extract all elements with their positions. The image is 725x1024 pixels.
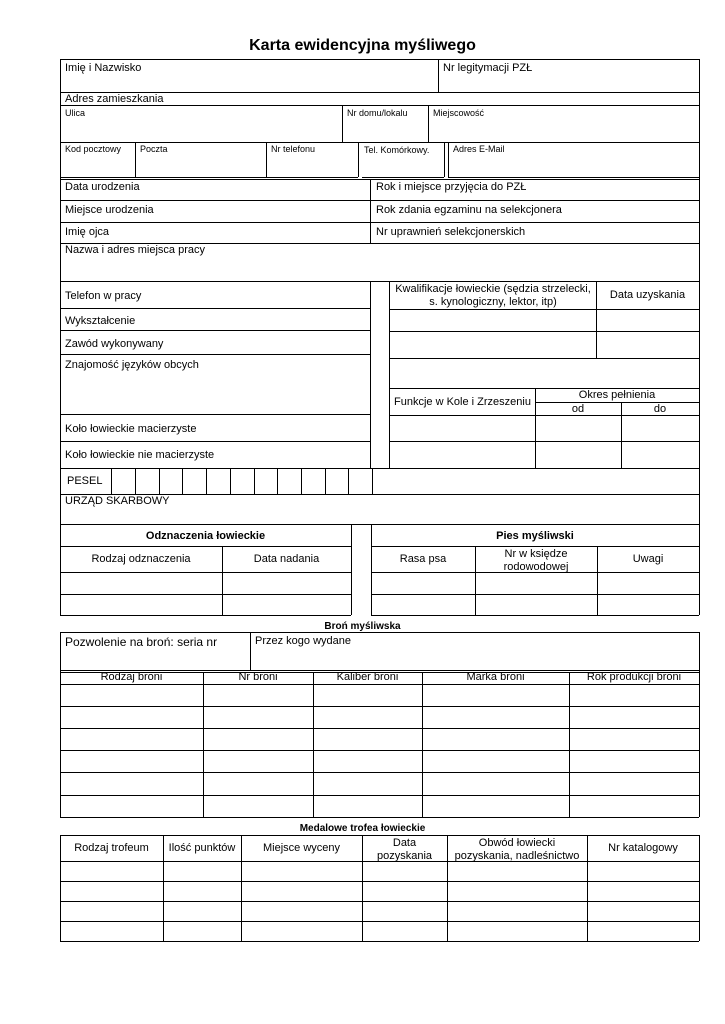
mobile-field[interactable] <box>358 142 444 177</box>
weapon-row[interactable] <box>60 728 699 750</box>
house-no-field[interactable] <box>342 105 428 142</box>
dog-notes-cell[interactable] <box>597 594 699 615</box>
selector-exam-label: Rok zdania egzaminu na selekcjonera <box>376 204 562 216</box>
qualification-cell[interactable] <box>389 331 596 358</box>
pzl-id-label: Nr legitymacji PZŁ <box>443 62 533 74</box>
post-office-field[interactable] <box>135 142 266 177</box>
phone-field[interactable] <box>266 142 358 177</box>
weapon-row[interactable] <box>60 706 699 728</box>
award-type-header: Rodzaj odznaczenia <box>91 553 191 565</box>
qualification-date-header: Data uzyskania <box>609 289 686 301</box>
dog-pedigree-cell[interactable] <box>475 594 597 615</box>
page-title: Karta ewidencyjna myśliwego <box>249 37 476 54</box>
trophy-row[interactable] <box>60 861 699 881</box>
dog-title: Pies myśliwski <box>496 530 574 542</box>
email-label: Adres E-Mail <box>453 144 505 154</box>
qualification-date-cell[interactable] <box>596 309 699 331</box>
weapon-number-header: Nr broni <box>238 671 278 683</box>
birth-place-label: Miejsce urodzenia <box>65 204 154 216</box>
postal-code-field[interactable] <box>60 142 135 177</box>
work-phone-field[interactable] <box>60 281 370 308</box>
awards-title: Odznaczenia łowieckie <box>145 530 266 542</box>
home-club-field[interactable] <box>60 414 370 441</box>
dog-pedigree-cell[interactable] <box>475 572 597 594</box>
city-label: Miejscowość <box>433 108 485 118</box>
weapon-brand-header: Marka broni <box>466 671 525 683</box>
work-phone-label: Telefon w pracy <box>65 290 142 302</box>
weapon-row[interactable] <box>60 795 699 817</box>
birth-place-field[interactable] <box>60 200 370 222</box>
tax-office-label: URZĄD SKARBOWY <box>65 495 170 507</box>
function-cell[interactable] <box>389 415 535 441</box>
other-club-field[interactable] <box>60 441 370 468</box>
pzl-join-field[interactable] <box>370 179 699 200</box>
email-field[interactable] <box>448 142 699 177</box>
languages-label: Znajomość języków obcych <box>65 359 199 371</box>
phone-label: Nr telefonu <box>271 144 316 154</box>
occupation-label: Zawód wykonywany <box>65 338 164 350</box>
trophy-row[interactable] <box>60 881 699 901</box>
name-field[interactable] <box>60 59 438 92</box>
award-date-cell[interactable] <box>222 594 351 615</box>
occupation-field[interactable] <box>60 330 370 354</box>
dog-notes-cell[interactable] <box>597 572 699 594</box>
other-club-label: Koło łowieckie nie macierzyste <box>65 449 215 461</box>
post-office-label: Poczta <box>140 144 168 154</box>
street-field[interactable] <box>60 105 342 142</box>
weapon-year-header: Rok produkcji broni <box>586 671 682 683</box>
permit-label: Pozwolenie na broń: seria nr <box>65 635 218 649</box>
birth-date-field[interactable] <box>60 179 370 200</box>
weapon-row[interactable] <box>60 750 699 772</box>
pesel-field[interactable] <box>111 468 372 494</box>
pzl-join-label: Rok i miejsce przyjęcia do PZŁ <box>376 181 527 193</box>
weapon-type-header: Rodzaj broni <box>100 671 163 683</box>
dog-breed-cell[interactable] <box>371 594 475 615</box>
postal-code-label: Kod pocztowy <box>65 144 122 154</box>
name-label: Imię i Nazwisko <box>65 62 142 74</box>
selector-no-label: Nr uprawnień selekcjonerskich <box>376 226 526 238</box>
mobile-label: Tel. Komórkowy. <box>364 145 430 155</box>
trophy-type-header: Rodzaj trofeum <box>74 842 149 854</box>
weapon-title: Broń myśliwska <box>324 621 401 632</box>
award-type-cell[interactable] <box>60 594 222 615</box>
qualification-date-cell[interactable] <box>596 331 699 358</box>
issued-by-label: Przez kogo wydane <box>255 635 351 647</box>
trophies-title: Medalowe trofea łowieckie <box>299 823 426 834</box>
pzl-id-field[interactable] <box>438 59 699 92</box>
languages-field[interactable] <box>60 354 370 414</box>
function-cell[interactable] <box>389 441 535 468</box>
award-date-header: Data nadania <box>253 553 320 565</box>
award-date-cell[interactable] <box>222 572 351 594</box>
address-label: Adres zamieszkania <box>65 93 164 105</box>
issued-by-field[interactable] <box>250 632 699 670</box>
education-label: Wykształcenie <box>65 315 136 327</box>
home-club-label: Koło łowieckie macierzyste <box>65 423 197 435</box>
period-to-header: do <box>653 403 667 415</box>
period-from-header: od <box>571 403 585 415</box>
trophy-date-header: Data pozyskania <box>376 837 433 862</box>
trophy-points-header: Ilość punktów <box>168 842 236 854</box>
period-to-cell[interactable] <box>621 441 699 468</box>
qualification-cell[interactable] <box>389 358 699 388</box>
dog-breed-cell[interactable] <box>371 572 475 594</box>
period-from-cell[interactable] <box>535 441 621 468</box>
city-field[interactable] <box>428 105 699 142</box>
weapon-row[interactable] <box>60 684 699 706</box>
functions-label: Funkcje w Kole i Zrzeszeniu <box>394 396 531 408</box>
birth-date-label: Data urodzenia <box>65 181 140 193</box>
trophy-row[interactable] <box>60 901 699 921</box>
qualifications-header: Kwalifikacje łowieckie (sędzia strzelecki, s. kynologiczny, lektor, itp) <box>395 283 591 308</box>
dog-notes-header: Uwagi <box>632 553 664 565</box>
father-name-label: Imię ojca <box>65 226 110 238</box>
trophy-catalog-header: Nr katalogowy <box>608 842 678 854</box>
award-type-cell[interactable] <box>60 572 222 594</box>
permit-field[interactable] <box>60 632 250 670</box>
selector-no-field[interactable] <box>370 222 699 243</box>
qualification-cell[interactable] <box>389 309 596 331</box>
street-label: Ulica <box>65 108 86 118</box>
trophy-valuation-place-header: Miejsce wyceny <box>262 842 341 854</box>
trophy-row[interactable] <box>60 921 699 941</box>
period-header: Okres pełnienia <box>578 389 656 401</box>
workplace-field[interactable] <box>60 243 699 281</box>
selector-exam-field[interactable] <box>370 200 699 222</box>
workplace-label: Nazwa i adres miejsca pracy <box>65 244 205 256</box>
dog-breed-header: Rasa psa <box>399 553 447 565</box>
period-from-cell[interactable] <box>535 415 621 441</box>
dog-pedigree-header: Nr w księdze rodowodowej <box>503 548 569 573</box>
pesel-label: PESEL <box>67 475 103 487</box>
tax-office-field[interactable] <box>60 494 699 524</box>
father-name-field[interactable] <box>60 222 370 243</box>
education-field[interactable] <box>60 308 370 330</box>
weapon-row[interactable] <box>60 772 699 795</box>
trophy-district-header: Obwód łowiecki pozyskania, nadleśnictwo <box>454 837 580 862</box>
house-no-label: Nr domu/lokalu <box>347 108 408 118</box>
weapon-caliber-header: Kaliber broni <box>336 671 399 683</box>
period-to-cell[interactable] <box>621 415 699 441</box>
